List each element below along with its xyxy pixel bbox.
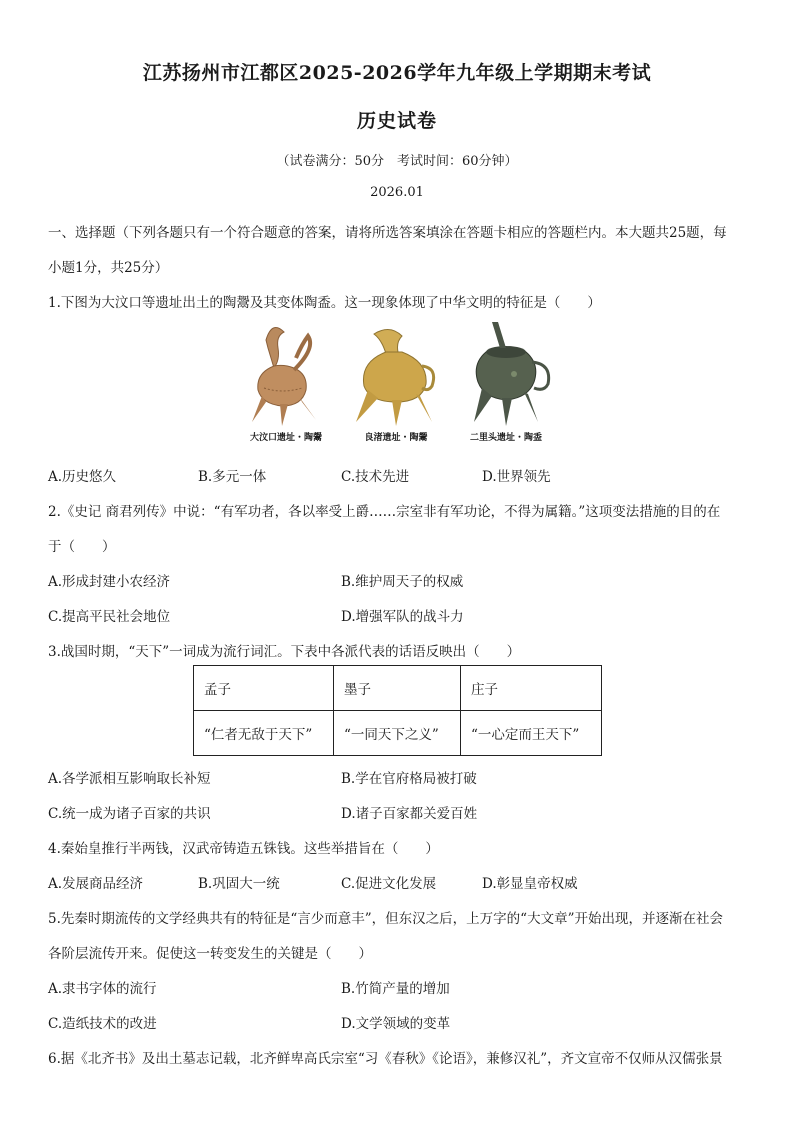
pottery-gui-liangzhu-image xyxy=(346,318,446,446)
q2-option-c: C.提高平民社会地位 xyxy=(48,609,171,625)
question-1-stem: 1.下图为大汶口等遗址出土的陶鬶及其变体陶盉。这一现象体现了中华文明的特征是（ ） xyxy=(48,295,601,311)
exam-subtitle: 历史试卷 xyxy=(356,110,437,132)
q1-option-c: C.技术先进 xyxy=(341,469,410,485)
q3-option-a: A.各学派相互影响取长补短 xyxy=(48,771,211,787)
table-cell: “一同天下之义” xyxy=(334,711,461,756)
q2-option-b: B.维护周天子的权威 xyxy=(341,574,464,590)
question-3-table xyxy=(193,665,602,756)
question-4-stem: 4.秦始皇推行半两钱，汉武帝铸造五铢钱。这些举措旨在（ ） xyxy=(48,841,439,857)
q2-option-d: D.增强军队的战斗力 xyxy=(341,609,464,625)
question-2-stem-line2: 于（ ） xyxy=(48,539,116,555)
q5-option-d: D.文学领域的变革 xyxy=(341,1016,451,1032)
question-5-stem-line1: 5.先秦时期流传的文学经典共有的特征是“言少而意丰”，但东汉之后，上万字的“大文章”开始出现，并逐渐在社会 xyxy=(48,911,723,927)
exam-date: 2026.01 xyxy=(370,185,424,200)
q2-option-a: A.形成封建小农经济 xyxy=(48,574,171,590)
table-cell: “一心定而王天下” xyxy=(461,711,602,756)
q3-option-b: B.学在官府格局被打破 xyxy=(341,771,477,787)
q5-option-c: C.造纸技术的改进 xyxy=(48,1016,157,1032)
q5-option-b: B.竹简产量的增加 xyxy=(341,981,450,997)
q4-option-a: A.发展商品经济 xyxy=(48,876,144,892)
question-5-stem-line2: 各阶层流传开来。促使这一转变发生的关键是（ ） xyxy=(48,946,372,962)
question-2-stem-line1: 2.《史记 商君列传》中说：“有军功者，各以率受上爵……宗室非有军功论，不得为属籍。”这项变法措施的目的在 xyxy=(48,504,721,520)
section-instructions-line1: 一、选择题（下列各题只有一个符合题意的答案，请将所选答案填涂在答题卡相应的答题栏内。本大题共25题，每 xyxy=(48,225,727,241)
question-1-figure xyxy=(236,318,556,446)
pottery-gui-dawenkou-image xyxy=(236,318,336,446)
table-header-mozi: 墨子 xyxy=(334,666,461,711)
q1-option-b: B.多元一体 xyxy=(198,469,267,485)
section-instructions-line2: 小题1分，共25分） xyxy=(48,260,169,276)
q4-option-c: C.促进文化发展 xyxy=(341,876,437,892)
q3-option-c: C.统一成为诸子百家的共识 xyxy=(48,806,211,822)
exam-meta: （试卷满分：50分 考试时间：60分钟） xyxy=(276,154,518,169)
table-row xyxy=(194,711,602,756)
q1-option-a: A.历史悠久 xyxy=(48,469,117,485)
exam-title: 江苏扬州市江都区2025-2026学年九年级上学期期末考试 xyxy=(142,62,652,84)
caption-erlitou: 二里头遗址・陶盉 xyxy=(469,433,542,443)
table-header-zhuangzi: 庄子 xyxy=(461,666,602,711)
question-6-stem-line1: 6.据《北齐书》及出土墓志记载，北齐鲜卑高氏宗室“习《春秋》《论语》，兼修汉礼”，齐文宣帝不仅师从汉儒张景 xyxy=(48,1051,723,1067)
caption-dawenkou: 大汶口遗址・陶鬶 xyxy=(249,433,322,443)
table-cell: “仁者无敌于天下” xyxy=(194,711,334,756)
q4-option-d: D.彰显皇帝权威 xyxy=(482,876,578,892)
q5-option-a: A.隶书字体的流行 xyxy=(48,981,157,997)
table-row xyxy=(194,666,602,711)
q1-option-d: D.世界领先 xyxy=(482,469,551,485)
pottery-he-erlitou-image xyxy=(456,318,556,446)
q4-option-b: B.巩固大一统 xyxy=(198,876,280,892)
caption-liangzhu: 良渚遗址・陶鬶 xyxy=(364,433,428,443)
q3-option-d: D.诸子百家都关爱百姓 xyxy=(341,806,478,822)
question-3-stem: 3.战国时期，“天下”一词成为流行词汇。下表中各派代表的话语反映出（ ） xyxy=(48,644,521,660)
table-header-mengzi: 孟子 xyxy=(194,666,334,711)
